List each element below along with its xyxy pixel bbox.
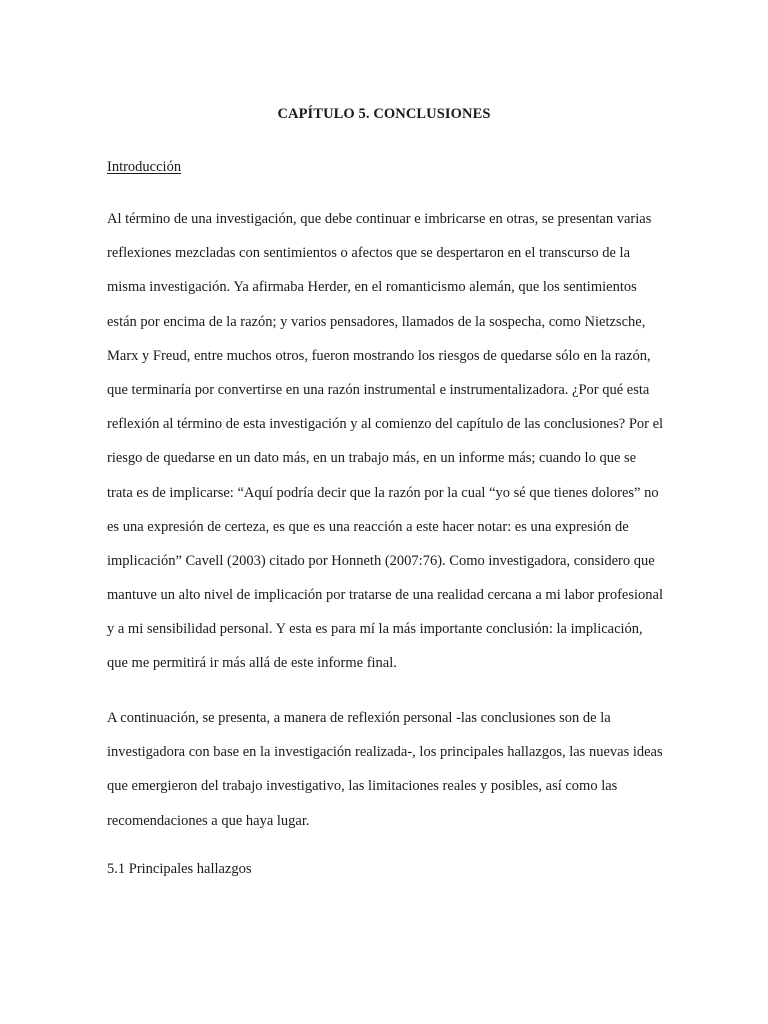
- paragraph-line: que terminaría por convertirse en una razón instrumental e instrumentalizadora. ¿Por qué esta: [107, 381, 650, 398]
- paragraph-line: que me permitirá ir más allá de este informe final.: [107, 655, 397, 672]
- paragraph-line: es una expresión de certeza, es que es una reacción a este hacer notar: es una expresión de: [107, 518, 629, 535]
- paragraph-2: [107, 701, 663, 838]
- paragraph-line: Marx y Freud, entre muchos otros, fueron mostrando los riesgos de quedarse sólo en la razón,: [107, 347, 651, 364]
- paragraph-line: mantuve un alto nivel de implicación por tratarse de una realidad cercana a mi labor profesional: [107, 587, 664, 604]
- paragraph-line: reflexiones mezcladas con sentimientos o afectos que se despertaron en el transcurso de la: [107, 245, 631, 262]
- paragraph-line: y a mi sensibilidad personal. Y esta es para mí la más importante conclusión: la implicación,: [107, 621, 643, 638]
- chapter-title: CAPÍTULO 5. CONCLUSIONES: [277, 106, 491, 122]
- paragraph-line: que emergieron del trabajo investigativo, las limitaciones reales y posibles, así como las: [107, 778, 618, 795]
- paragraph-line: misma investigación. Ya afirmaba Herder, en el romanticismo alemán, que los sentimientos: [107, 279, 637, 296]
- paragraph-line: trata es de implicarse: “Aquí podría decir que la razón por la cual “yo sé que tienes dolores” no: [107, 484, 659, 501]
- paragraph-line: recomendaciones a que haya lugar.: [107, 812, 310, 829]
- paragraph-line: implicación” Cavell (2003) citado por Honneth (2007:76). Como investigadora, considero que: [107, 552, 655, 569]
- section-heading: 5.1 Principales hallazgos: [107, 861, 252, 877]
- intro-heading: Introducción: [107, 159, 182, 175]
- paragraph-line: están por encima de la razón; y varios pensadores, llamados de la sospecha, como Nietzsche,: [107, 313, 646, 330]
- paragraph-line: Al término de una investigación, que debe continuar e imbricarse en otras, se presentan varias: [107, 211, 652, 227]
- paragraph-line: investigadora con base en la investigación realizada-, los principales hallazgos, las nuevas ideas: [107, 744, 663, 761]
- paragraph-line: riesgo de quedarse en un dato más, en un trabajo más, en un informe más; cuando lo que se: [107, 450, 637, 467]
- paragraph-1: [107, 202, 663, 681]
- paragraph-line: A continuación, se presenta, a manera de reflexión personal -las conclusiones son de la: [107, 710, 611, 726]
- paragraph-line: reflexión al término de esta investigación y al comienzo del capítulo de las conclusiones? Por el: [107, 416, 664, 433]
